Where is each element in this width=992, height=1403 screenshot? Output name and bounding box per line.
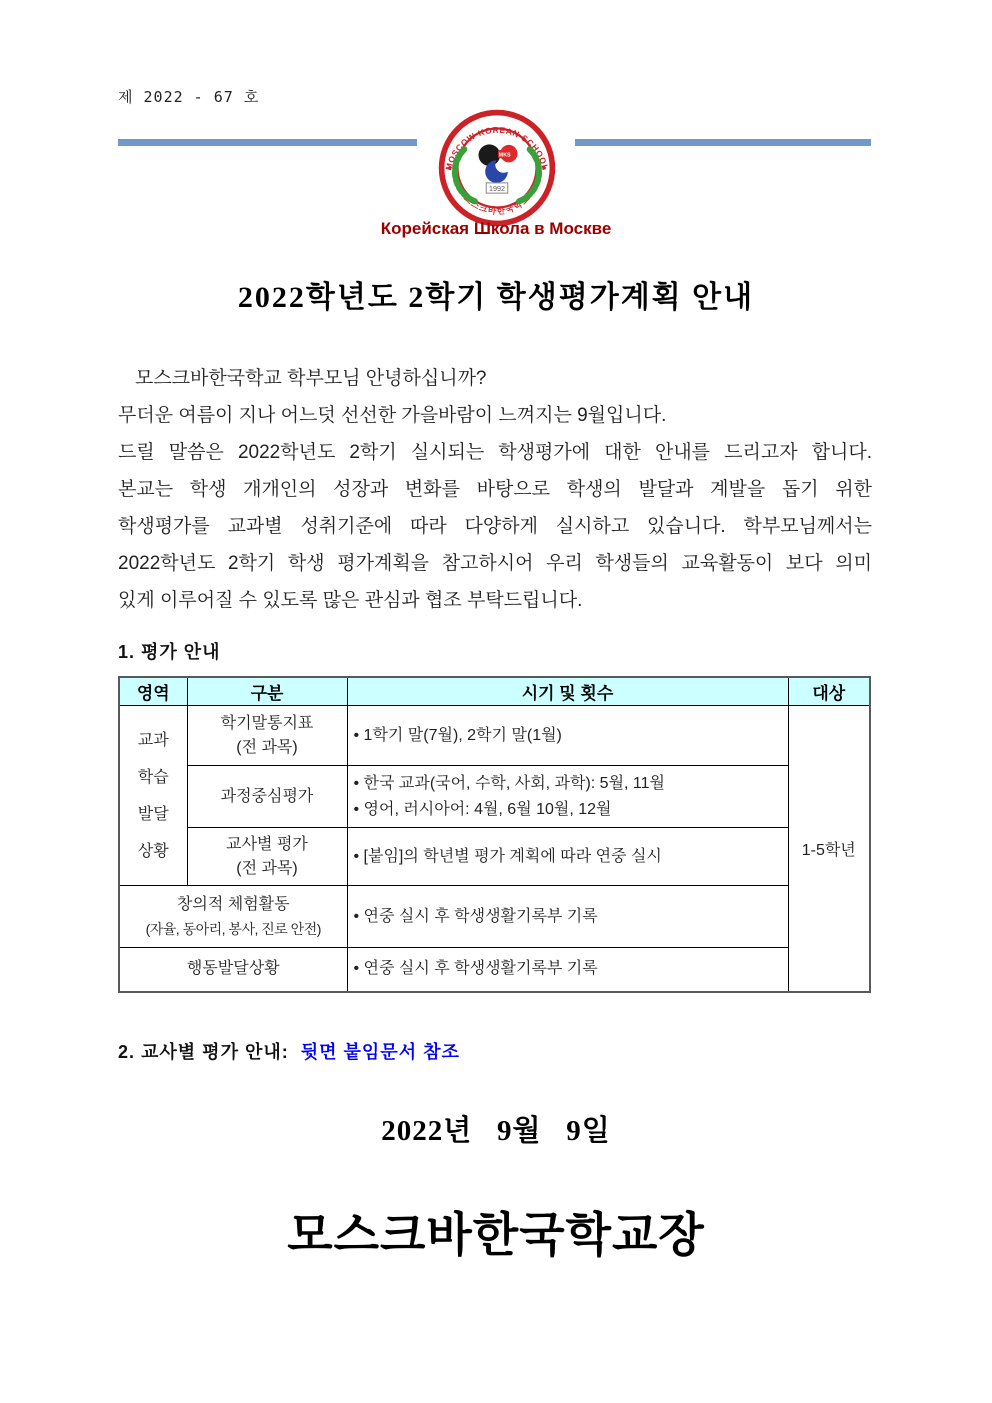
school-seal-logo <box>438 109 556 227</box>
category-cell-merged <box>119 948 347 992</box>
category-line: (전 과목) <box>236 738 298 756</box>
taeguk-black-icon <box>479 144 501 166</box>
body-paragraph <box>118 360 872 619</box>
principal-signature: 모스크바한국학교장 <box>287 1210 705 1262</box>
school-seal-icon <box>438 109 556 227</box>
section2-heading-label: 2. 교사별 평가 안내: <box>118 1042 289 1062</box>
schedule-cell <box>347 828 788 886</box>
category-cell-merged <box>119 886 347 948</box>
table-row <box>119 828 870 886</box>
seal-bottom-text: 모스크바한국학교 <box>461 192 533 217</box>
body-line: 무더운 여름이 지나 어느덧 선선한 가을바람이 느껴지는 9월입니다. <box>118 405 667 426</box>
category-cell <box>187 828 347 886</box>
category-line: 교사별 평가 <box>226 835 308 853</box>
body-line: 모스크바한국학교 학부모님 안녕하십니까? <box>135 368 487 389</box>
section2-heading <box>118 1038 460 1064</box>
schedule-line: • [붙임]의 학년별 평가 계획에 따라 연중 실시 <box>353 847 662 865</box>
seal-top-text: MOSCOW KOREAN SCHOOL <box>443 124 551 172</box>
category-subline: (자율, 동아리, 봉사, 진로 안전) <box>145 920 321 937</box>
schedule-line: • 영어, 러시아어: 4월, 6월 10월, 12월 <box>353 800 612 818</box>
category-cell <box>187 766 347 828</box>
document-date: 2022년 9월 9일 <box>381 1115 611 1147</box>
evaluation-table <box>118 676 871 993</box>
category-line: 행동발달상황 <box>186 960 280 978</box>
column-header-target: 대상 <box>788 677 870 706</box>
category-line: 창의적 체험활동 <box>176 895 290 913</box>
column-header-category: 구분 <box>187 677 347 706</box>
target-cell: 1-5학년 <box>788 706 870 992</box>
area-cell <box>119 706 187 886</box>
schedule-line: • 1학기 말(7월), 2학기 말(1월) <box>353 726 562 744</box>
header-rule-right <box>575 139 871 146</box>
header-rule-left <box>118 139 417 146</box>
school-name-russian: Корейская Школа в Москве <box>380 219 612 238</box>
table-row <box>119 948 870 992</box>
column-header-schedule: 시기 및 횟수 <box>347 677 788 706</box>
page-title: 2022학년도 2학기 학생평가계획 안내 <box>237 281 755 314</box>
category-line: (전 과목) <box>236 859 298 877</box>
body-line: 있게 이루어질 수 있도록 많은 관심과 협조 부탁드립니다. <box>118 590 583 611</box>
table-header-row <box>119 677 870 706</box>
area-line: 상황 <box>137 842 169 860</box>
body-line: 드릴 말씀은 2022학년도 2학기 실시되는 학생평가에 대한 안내를 드리고자 합니다. <box>118 442 872 463</box>
section1-heading: 1. 평가 안내 <box>118 642 221 662</box>
table-row <box>119 706 870 766</box>
area-line: 교과 <box>137 731 169 749</box>
category-cell <box>187 706 347 766</box>
area-line: 발달 <box>137 805 169 823</box>
body-line: 학생평가를 교과별 성취기준에 따라 다양하게 실시하고 있습니다. 학부모님께서는 <box>118 516 872 537</box>
schedule-line: • 연중 실시 후 학생생활기록부 기록 <box>353 907 598 925</box>
seal-year: 1992 <box>489 184 505 193</box>
document-number: 제 2022 - 67 호 <box>118 88 260 106</box>
schedule-cell <box>347 706 788 766</box>
schedule-line: • 한국 교과(국어, 수학, 사회, 과학): 5월, 11월 <box>353 774 665 792</box>
attachment-reference-text: 뒷면 붙임문서 참조 <box>300 1042 460 1062</box>
body-line: 2022학년도 2학기 학생 평가계획을 참고하시어 우리 학생들의 교육활동이 보다 의미 <box>118 553 872 574</box>
table-row <box>119 766 870 828</box>
mks-badge-label: MKS <box>498 152 511 159</box>
column-header-area: 영역 <box>119 677 187 706</box>
area-line: 학습 <box>137 768 169 786</box>
category-line: 학기말통지표 <box>220 714 314 732</box>
category-line: 과정중심평가 <box>220 787 314 805</box>
schedule-line: • 연중 실시 후 학생생활기록부 기록 <box>353 960 598 978</box>
schedule-cell <box>347 948 788 992</box>
schedule-cell <box>347 766 788 828</box>
body-line: 본교는 학생 개개인의 성장과 변화를 바탕으로 학생의 발달과 계발을 돕기 위한 <box>118 479 872 500</box>
table-row <box>119 886 870 948</box>
schedule-cell <box>347 886 788 948</box>
